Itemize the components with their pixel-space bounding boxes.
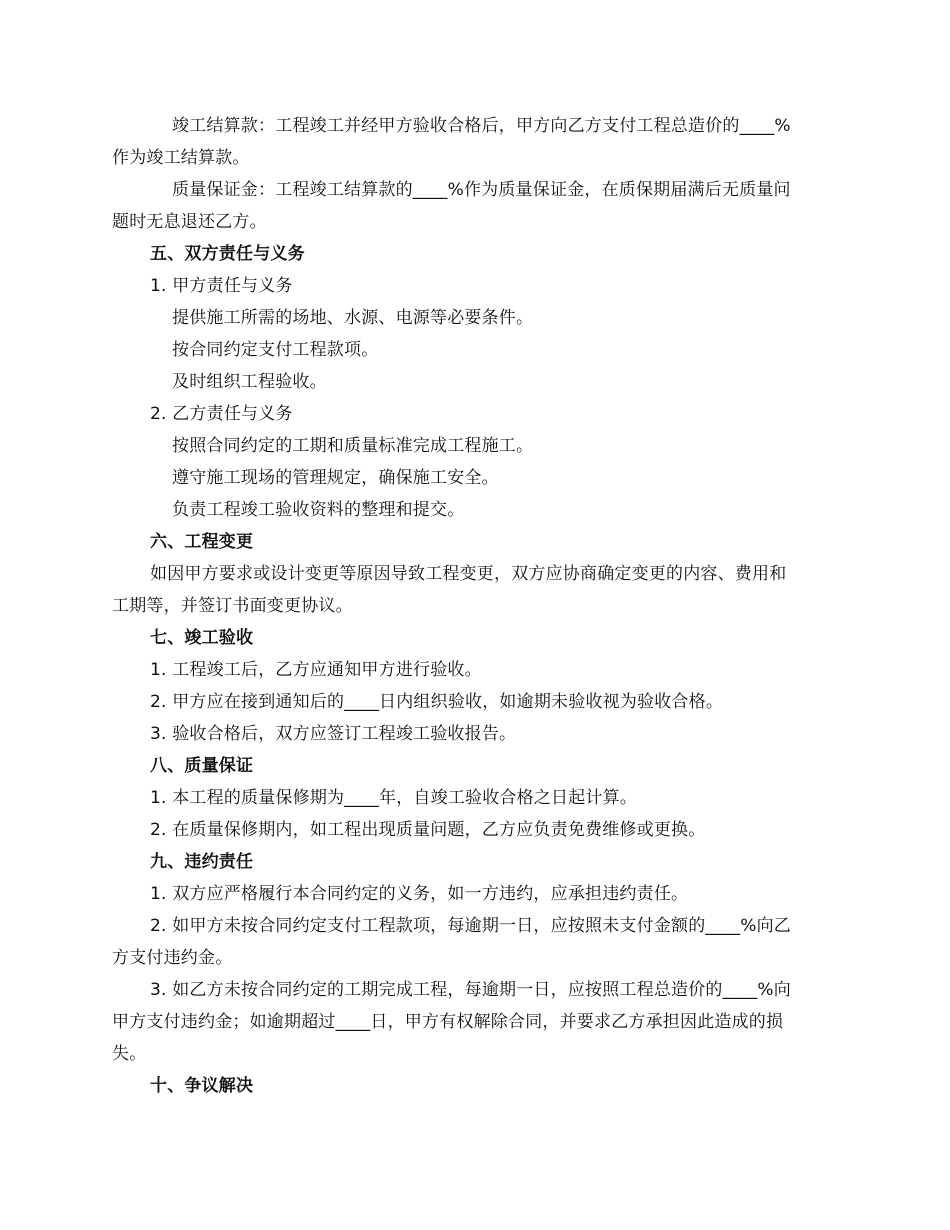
list-item-party-a-2: 按合同约定支付工程款项。 [172,340,379,360]
paragraph-quality-deposit: 质量保证金：工程竣工结算款的____%作为质量保证金，在质保期届满后无质量问 [172,180,791,200]
list-item-party-a-3: 及时组织工程验收。 [172,372,327,392]
list-item-warranty-1: 1. 本工程的质量保修期为____年，自竣工验收合格之日起计算。 [150,788,638,808]
paragraph-completion-settlement-cont: 作为竣工结算款。 [112,148,250,168]
list-item-breach-2-cont: 方支付违约金。 [112,948,233,968]
paragraph-change-cont: 工期等，并签订书面变更协议。 [112,596,353,616]
list-item-party-b-3: 负责工程竣工验收资料的整理和提交。 [172,500,465,520]
list-item-breach-3: 3. 如乙方未按合同约定的工期完成工程，每逾期一日，应按照工程总造价的____%向 [150,980,791,1000]
document-page [112,110,842,1102]
list-item-acceptance-1: 1. 工程竣工后，乙方应通知甲方进行验收。 [150,660,482,680]
paragraph-change: 如因甲方要求或设计变更等原因导致工程变更，双方应协商确定变更的内容、费用和 [150,564,787,584]
list-item-breach-2: 2. 如甲方未按合同约定支付工程款项，每逾期一日，应按照未支付金额的____%向乙 [150,916,791,936]
paragraph-quality-deposit-cont: 题时无息退还乙方。 [112,212,267,232]
list-item-party-b-1: 按照合同约定的工期和质量标准完成工程施工。 [172,436,534,456]
subsection-heading-party-b: 2. 乙方责任与义务 [150,404,293,424]
list-item-breach-1: 1. 双方应严格履行本合同约定的义务，如一方违约，应承担违约责任。 [150,884,689,904]
paragraph-completion-settlement: 竣工结算款：工程竣工并经甲方验收合格后，甲方向乙方支付工程总造价的____% [172,116,791,136]
section-heading-8: 八、质量保证 [150,756,254,776]
list-item-acceptance-3: 3. 验收合格后，双方应签订工程竣工验收报告。 [150,724,517,744]
subsection-heading-party-a: 1. 甲方责任与义务 [150,276,293,296]
list-item-warranty-2: 2. 在质量保修期内，如工程出现质量问题，乙方应负责免费维修或更换。 [150,820,706,840]
list-item-breach-3-cont-2: 失。 [112,1044,147,1064]
section-heading-6: 六、工程变更 [150,532,254,552]
section-heading-5: 五、双方责任与义务 [150,244,305,264]
section-heading-9: 九、违约责任 [150,852,254,872]
list-item-party-b-2: 遵守施工现场的管理规定，确保施工安全。 [172,468,499,488]
list-item-acceptance-2: 2. 甲方应在接到通知后的____日内组织验收，如逾期未验收视为验收合格。 [150,692,724,712]
list-item-breach-3-cont: 甲方支付违约金；如逾期超过____日，甲方有权解除合同，并要求乙方承担因此造成的损 [112,1012,784,1032]
section-heading-10: 十、争议解决 [150,1076,254,1096]
section-heading-7: 七、竣工验收 [150,628,254,648]
list-item-party-a-1: 提供施工所需的场地、水源、电源等必要条件。 [172,308,534,328]
